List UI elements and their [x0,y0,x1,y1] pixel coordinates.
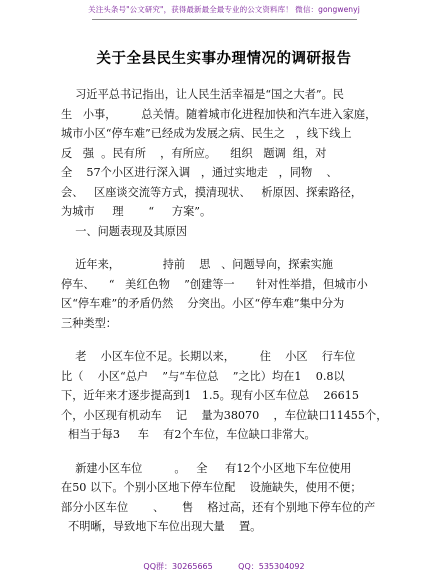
body-line: 三种类型： [61,316,117,330]
body-line: 相当于每3 车 有2个车位，车位缺口非常大。 [61,428,316,441]
body-line: 老 小区车位不足。长期以来， 住 小区 行车位 [61,350,356,363]
document-body [61,85,391,537]
body-line: 停车、 “ 美红色物 ”创建等一 针对性举措，但城市小 [61,277,368,291]
body-line: 城市小区“停车难”已经成为发展之病、民生之 ，线下线上 [61,127,352,140]
body-line: 不明晰，导致地下车位出现大量 置。 [61,520,262,533]
body-line: 比（ 小区“总户 ”与“车位总 ”之比）均在1 0.8以 [61,369,345,383]
paragraph-gap [61,445,391,459]
document-title: 关于全县民生实事办理情况的调研报告 [96,51,352,67]
header-divider [92,19,357,20]
footer-contact-text: QQ群：30265665 QQ：535304092 [143,562,305,571]
body-line: 新建小区车位 。 全 有12个小区地下车位使用 [61,461,352,475]
body-line: 下，近年来才逐步提高到1 1.5。现有小区车位总 26615 [61,389,359,402]
header-promo-text: 关注头条号"公文研究"，获得最新最全最专业的公文资料库！ 微信：gongwenyj [88,5,360,14]
body-line: 近年来， 持前 思 、问题导向，探索实施 [61,258,333,271]
body-line: 反 强 。民有所 ，有所应。 组织 题调 组，对 [61,146,327,160]
body-line: 部分小区车位 、 售 格过高，还有个别地下停车位的产 [61,500,376,514]
body-line: 个，小区现有机动车 记 量为38070 ，车位缺口11455个， [61,408,388,422]
body-line: 在50 以下。个别小区地下停车位配 设施缺失，使用不便； [61,481,362,494]
paragraph-gap [61,333,391,347]
body-line: 会、 区座谈交流等方式，摸清现状、 析原因、探索路径， [61,185,363,199]
body-line: 区“停车难”的矛盾仍然 分突出。小区“停车难”集中分为 [61,297,345,310]
body-line: 为城市 理 “ 方案”。 [61,205,212,218]
body-line: 生 小事， 总关情。随着城市化进程加快和汽车进入家庭， [61,107,377,121]
section-heading: 一、问题表现及其原因 [61,224,188,238]
paragraph-gap [61,241,391,255]
body-line: 全 57个小区进行深入调 ，通过实地走 ，同物 、 [61,166,338,179]
body-line: 习近平总书记指出，让人民生活幸福是“国之大者”。民 [61,88,344,101]
